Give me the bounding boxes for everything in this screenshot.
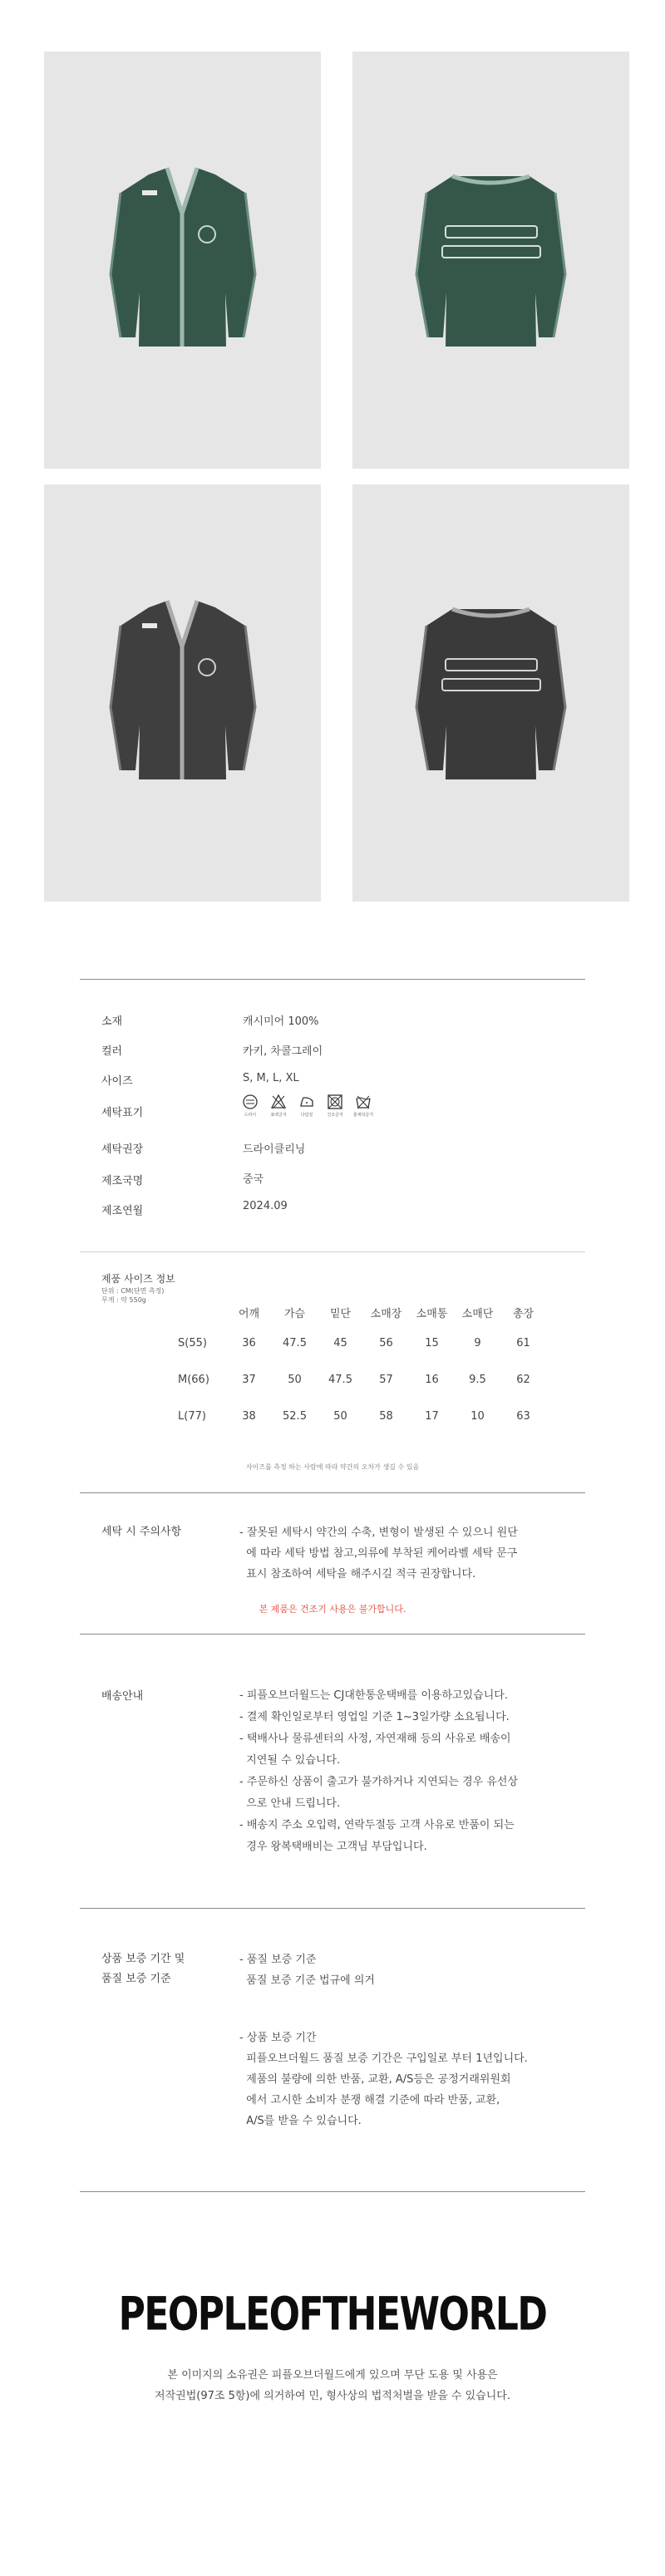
spec-label-care-symbols: 세탁표기 bbox=[101, 1107, 144, 1119]
spec-value-color: 카키, 차콜그레이 bbox=[243, 1045, 323, 1058]
size-name-cell bbox=[101, 1361, 226, 1398]
care-caution-body bbox=[239, 1522, 580, 1585]
warranty-label-line: 상품 보증 기간 및 bbox=[101, 1953, 185, 1965]
care-caution-line: 에 따라 세탁 방법 참고,의류에 부착된 케어라벨 세탁 문구 bbox=[239, 1547, 518, 1560]
shipping-line: - 피플오브더월드는 CJ대한통운택배를 이용하고있습니다. bbox=[239, 1689, 508, 1702]
care-symbol-no-tumble-dry bbox=[326, 1094, 344, 1118]
table-row bbox=[101, 1325, 546, 1361]
care-symbol-no-bleach bbox=[269, 1094, 288, 1118]
size-cell: 50 bbox=[333, 1409, 347, 1423]
size-name: L(77) bbox=[178, 1409, 206, 1423]
spec-value-manufacture-date: 2024.09 bbox=[243, 1200, 288, 1212]
shipping-line: - 배송지 주소 오입력, 연락두절등 고객 사유로 반품이 되는 bbox=[239, 1819, 515, 1831]
care-caption: 표백금지 bbox=[270, 1113, 287, 1118]
dryer-warning: 본 제품은 건조기 사용은 불가합니다. bbox=[259, 1604, 406, 1615]
care-caution-line: - 잘못된 세탁시 약간의 수축, 변형이 발생된 수 있으니 원단 bbox=[239, 1526, 518, 1539]
spec-value-country: 중국 bbox=[243, 1173, 264, 1186]
spec-value-material: 캐시미어 100% bbox=[243, 1015, 319, 1028]
table-row bbox=[101, 1398, 546, 1434]
product-photo-gray-back bbox=[352, 484, 629, 902]
warranty-line: - 품질 보증 기준 bbox=[239, 1954, 317, 1966]
iron-icon bbox=[298, 1094, 315, 1110]
shipping-line: 지연될 수 있습니다. bbox=[239, 1754, 341, 1767]
care-symbol-list bbox=[241, 1094, 372, 1118]
size-header-cell: 밑단 bbox=[329, 1307, 352, 1320]
size-header-empty bbox=[101, 1300, 226, 1325]
size-cell: 47.5 bbox=[283, 1336, 307, 1349]
size-weight-line: 무게 : 약 550g bbox=[101, 1296, 146, 1304]
care-caption: 물세탁금지 bbox=[352, 1113, 374, 1118]
product-photo-green-back bbox=[352, 52, 629, 469]
size-cell: 57 bbox=[379, 1373, 393, 1386]
size-table bbox=[101, 1300, 546, 1434]
size-cell: 9.5 bbox=[469, 1373, 486, 1386]
size-cell: 62 bbox=[516, 1373, 530, 1386]
size-cell: 36 bbox=[242, 1336, 256, 1349]
no-bleach-icon bbox=[270, 1094, 287, 1110]
size-header-cell: 총장 bbox=[512, 1307, 534, 1320]
product-photo-green-front bbox=[44, 52, 321, 469]
shipping-line: - 주문하신 상품이 출고가 불가하거나 지연되는 경우 유선상 bbox=[239, 1776, 519, 1788]
spec-label-country: 제조국명 bbox=[101, 1175, 144, 1187]
drycleaning-icon bbox=[242, 1094, 259, 1110]
size-name-cell bbox=[101, 1325, 226, 1361]
care-caption: 드라이 bbox=[244, 1113, 257, 1118]
size-cell: 52.5 bbox=[283, 1409, 307, 1423]
care-caution-line: 표시 참조하여 세탁을 해주시길 적극 권장합니다. bbox=[239, 1568, 476, 1581]
spec-label-material: 소재 bbox=[101, 1015, 123, 1028]
spec-label-color: 컬러 bbox=[101, 1045, 123, 1058]
care-symbol-drycleaning bbox=[241, 1094, 259, 1118]
size-header-cell: 소매장 bbox=[370, 1307, 402, 1320]
size-table-note: 사이즈를 측정 하는 사람에 따라 약간의 오차가 생길 수 있음 bbox=[245, 1463, 420, 1471]
warranty-line: 피플오브더월드 품질 보증 기간은 구입일로 부터 1년입니다. bbox=[239, 2052, 528, 2065]
size-name-cell bbox=[101, 1398, 226, 1434]
size-cell: 45 bbox=[333, 1336, 347, 1349]
shipping-label: 배송안내 bbox=[101, 1690, 144, 1703]
warranty-label-line: 품질 보증 기준 bbox=[101, 1973, 171, 1985]
shipping-line: - 택배사나 물류센터의 사정, 자연재해 등의 사유로 배송이 bbox=[239, 1733, 511, 1745]
spec-value-size: S, M, L, XL bbox=[243, 1072, 299, 1084]
table-row bbox=[101, 1361, 546, 1398]
size-cell: 61 bbox=[516, 1336, 530, 1349]
care-symbol-iron bbox=[298, 1094, 316, 1118]
size-cell: 9 bbox=[474, 1336, 481, 1349]
warranty-period-body bbox=[239, 2028, 605, 2131]
size-unit-line: 단위 : CM(단면 측정) bbox=[101, 1287, 165, 1295]
size-cell: 56 bbox=[379, 1336, 393, 1349]
size-cell: 15 bbox=[425, 1336, 439, 1349]
spec-label-care-recommend: 세탁권장 bbox=[101, 1143, 144, 1156]
warranty-line: 품질 보증 기준 법규에 의거 bbox=[239, 1974, 375, 1987]
no-wash-icon bbox=[355, 1094, 372, 1110]
warranty-standard-body bbox=[239, 1949, 580, 1991]
no-tumble-dry-icon bbox=[327, 1094, 343, 1110]
warranty-line: 에서 고시한 소비자 분쟁 해결 기준에 따라 반품, 교환, bbox=[239, 2094, 500, 2107]
warranty-line: A/S를 받을 수 있습니다. bbox=[239, 2115, 362, 2127]
divider bbox=[80, 1634, 585, 1635]
care-caution-label: 세탁 시 주의사항 bbox=[101, 1526, 182, 1538]
divider bbox=[80, 1251, 585, 1252]
brand-logo: PEOPLEOFTHEWORLD bbox=[118, 2288, 547, 2342]
size-table-header bbox=[101, 1300, 546, 1325]
divider bbox=[80, 1492, 585, 1493]
care-caption: 건조금지 bbox=[327, 1113, 343, 1118]
warranty-line: 제품의 불량에 의한 반품, 교환, A/S등은 공정거래위원회 bbox=[239, 2073, 511, 2086]
size-cell: 47.5 bbox=[328, 1373, 352, 1386]
care-caption: 다림질 bbox=[300, 1113, 313, 1118]
shipping-line: - 결제 확인일로부터 영업일 기준 1~3일가량 소요됩니다. bbox=[239, 1711, 510, 1723]
size-table-title: 제품 사이즈 정보 bbox=[101, 1273, 175, 1285]
spec-value-care-recommend: 드라이클리닝 bbox=[243, 1143, 306, 1156]
size-name: S(55) bbox=[178, 1336, 207, 1349]
size-cell: 63 bbox=[516, 1409, 530, 1423]
divider bbox=[80, 979, 585, 980]
divider bbox=[80, 1908, 585, 1909]
size-cell: 10 bbox=[470, 1409, 485, 1423]
size-name: M(66) bbox=[178, 1373, 209, 1386]
cardigan-front-image bbox=[44, 52, 321, 469]
shipping-body bbox=[239, 1685, 580, 1858]
spec-label-size: 사이즈 bbox=[101, 1075, 133, 1088]
copyright-line: 본 이미지의 소유권은 피플오브더월드에게 있으며 무단 도용 및 사용은 bbox=[167, 2369, 498, 2382]
size-header-cell: 소매단 bbox=[461, 1307, 494, 1320]
cardigan-back-image bbox=[352, 52, 629, 469]
care-symbol-no-wash bbox=[354, 1094, 372, 1118]
warranty-line: - 상품 보증 기간 bbox=[239, 2032, 317, 2044]
size-header-cell: 소매통 bbox=[416, 1307, 448, 1320]
size-cell: 58 bbox=[379, 1409, 393, 1423]
size-cell: 17 bbox=[425, 1409, 439, 1423]
size-header-cell: 가슴 bbox=[283, 1307, 306, 1320]
shipping-line: 경우 왕복택배비는 고객님 부담입니다. bbox=[239, 1841, 427, 1853]
cardigan-front-image bbox=[44, 484, 321, 902]
spec-label-manufacture-date: 제조연월 bbox=[101, 1205, 144, 1217]
size-header-cell: 어깨 bbox=[238, 1307, 260, 1320]
warranty-label bbox=[101, 1949, 185, 1989]
size-cell: 38 bbox=[242, 1409, 256, 1423]
product-photo-gray-front bbox=[44, 484, 321, 902]
size-cell: 16 bbox=[425, 1373, 439, 1386]
copyright-notice bbox=[0, 2365, 665, 2406]
divider bbox=[80, 2191, 585, 2192]
size-cell: 50 bbox=[288, 1373, 302, 1386]
cardigan-back-image bbox=[352, 484, 629, 902]
shipping-line: 으로 안내 드립니다. bbox=[239, 1797, 341, 1810]
size-cell: 37 bbox=[242, 1373, 256, 1386]
copyright-line: 저작권법(97조 5항)에 의거하여 민, 형사상의 법적처벌을 받을 수 있습니다. bbox=[155, 2390, 510, 2402]
